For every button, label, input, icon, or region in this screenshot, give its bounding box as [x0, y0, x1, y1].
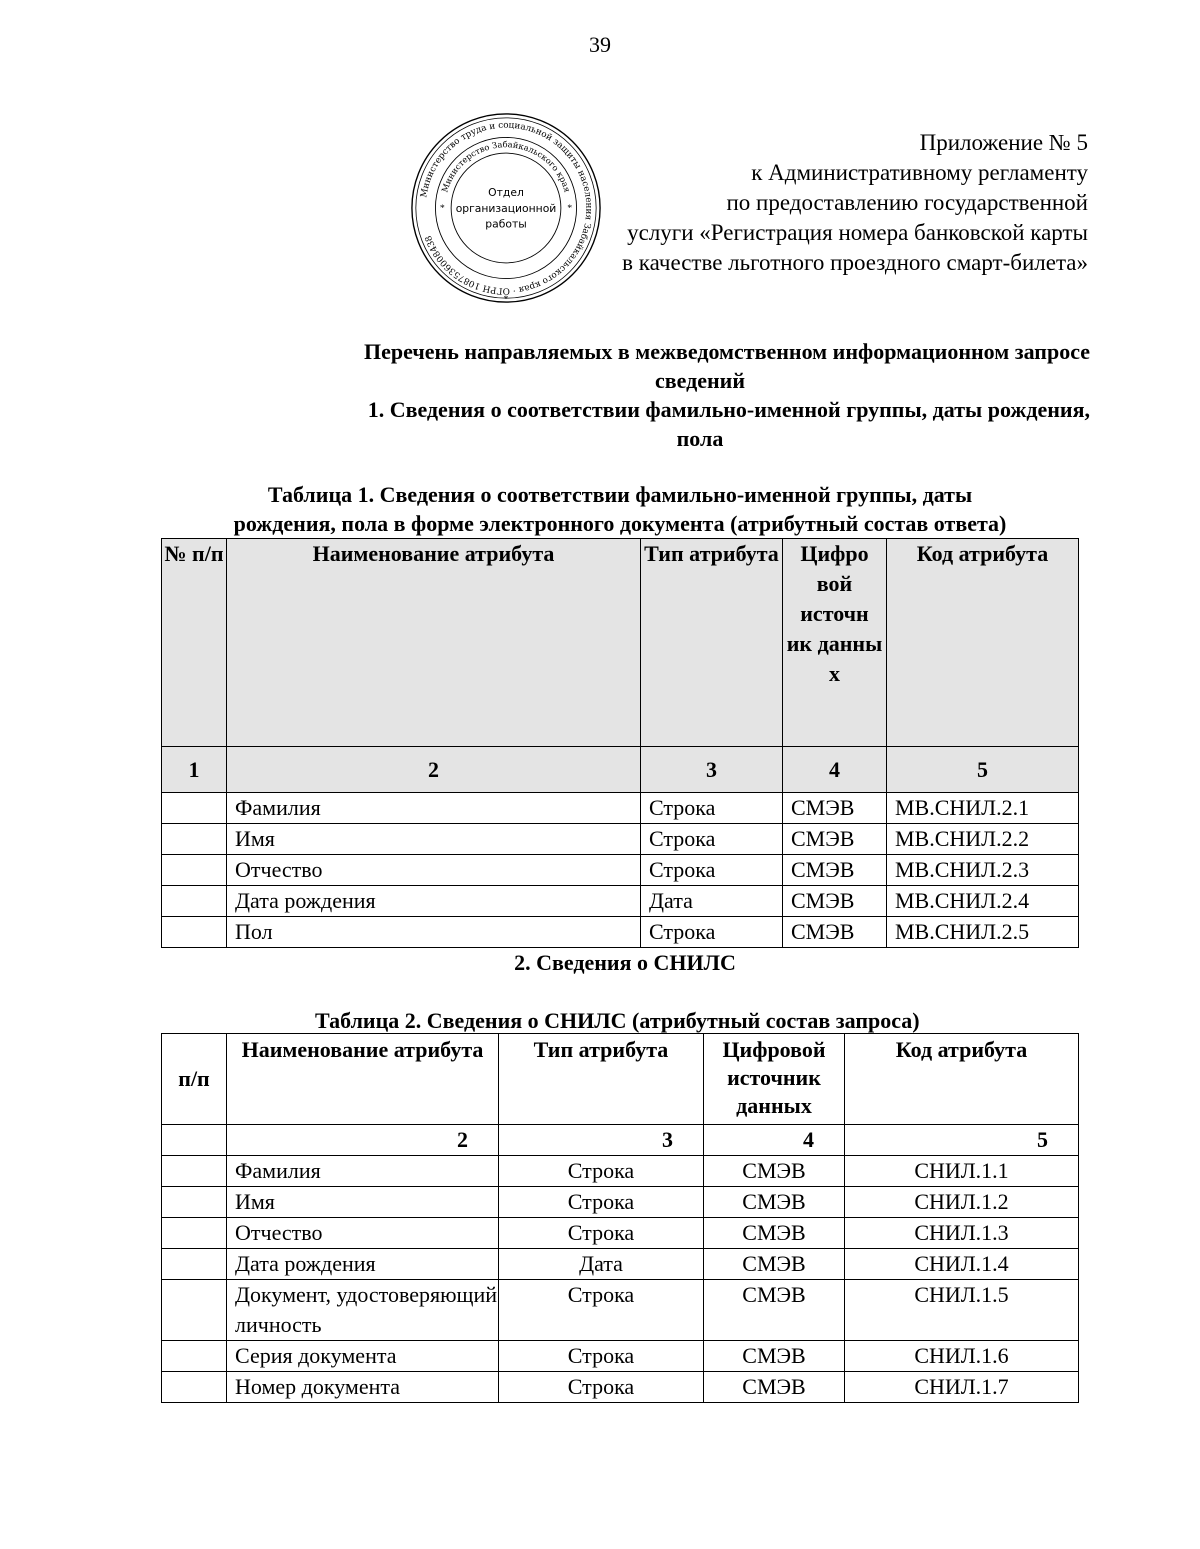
col-number: 4	[783, 747, 887, 793]
cell-type: Строка	[641, 824, 783, 855]
header-source: Цифровой источник данных	[704, 1034, 845, 1125]
appendix-line: Приложение № 5	[919, 130, 1088, 155]
col-number: 2	[227, 1125, 499, 1156]
cell-num	[162, 855, 227, 886]
svg-text:Министерство Забайкальского кр: Министерство Забайкальского края	[439, 139, 573, 194]
cell-num	[162, 824, 227, 855]
title-line-2: сведений	[654, 368, 746, 393]
table-row	[162, 855, 1079, 886]
table-row	[162, 1187, 1079, 1218]
cell-name: Имя	[227, 824, 641, 855]
cell-name: Серия документа	[227, 1341, 499, 1372]
header-code: Код атрибута	[845, 1034, 1079, 1125]
cell-source: СМЭВ	[704, 1249, 845, 1280]
table-2	[161, 1033, 1079, 1403]
cell-source: СМЭВ	[704, 1218, 845, 1249]
cell-name: Дата рождения	[227, 886, 641, 917]
table-row	[162, 793, 1079, 824]
cell-num	[162, 917, 227, 948]
col-number: 3	[499, 1125, 704, 1156]
cell-name: Документ, удостоверяющий личность	[227, 1280, 499, 1341]
table-row	[162, 1280, 1079, 1341]
header-num: п/п	[162, 1034, 227, 1125]
cell-num	[162, 1249, 227, 1280]
cell-code: МВ.СНИЛ.2.3	[887, 855, 1079, 886]
table-2-caption: Таблица 2. Сведения о СНИЛС (атрибутный состав запроса)	[315, 1008, 920, 1033]
cell-name: Имя	[227, 1187, 499, 1218]
seal-line-3: работы	[485, 217, 527, 231]
cell-code: СНИЛ.1.5	[845, 1280, 1079, 1341]
appendix-header	[622, 128, 1088, 278]
cell-code: СНИЛ.1.2	[845, 1187, 1079, 1218]
cell-type: Строка	[641, 917, 783, 948]
table-row	[162, 917, 1079, 948]
header-source: Цифро вой источн ик данны х	[783, 539, 887, 747]
cell-code: МВ.СНИЛ.2.1	[887, 793, 1079, 824]
col-number: 5	[887, 747, 1079, 793]
cell-code: СНИЛ.1.4	[845, 1249, 1079, 1280]
column-numbers-row	[162, 747, 1079, 793]
table-row	[162, 824, 1079, 855]
table-row	[162, 1341, 1079, 1372]
cell-num	[162, 1218, 227, 1249]
cell-code: МВ.СНИЛ.2.2	[887, 824, 1079, 855]
cell-source: СМЭВ	[704, 1372, 845, 1403]
column-numbers-row	[162, 1125, 1079, 1156]
cell-num	[162, 886, 227, 917]
cell-num	[162, 1341, 227, 1372]
col-number: 2	[227, 747, 641, 793]
cell-code: СНИЛ.1.3	[845, 1218, 1079, 1249]
col-number: 4	[704, 1125, 845, 1156]
cell-source: СМЭВ	[704, 1341, 845, 1372]
header-name: Наименование атрибута	[227, 1034, 499, 1125]
cell-code: СНИЛ.1.1	[845, 1156, 1079, 1187]
table-row	[162, 1156, 1079, 1187]
table-row	[162, 1249, 1079, 1280]
table-1	[161, 538, 1079, 948]
seal-line-2: организационной	[455, 201, 557, 215]
cell-code: МВ.СНИЛ.2.4	[887, 886, 1079, 917]
cell-type: Строка	[499, 1341, 704, 1372]
cell-name: Пол	[227, 917, 641, 948]
cell-code: МВ.СНИЛ.2.5	[887, 917, 1079, 948]
table-1-caption-line-2: рождения, пола в форме электронного документа (атрибутный состав ответа)	[233, 511, 1007, 536]
svg-text:*: *	[439, 202, 445, 214]
cell-source: СМЭВ	[783, 917, 887, 948]
cell-name: Фамилия	[227, 1156, 499, 1187]
table-row	[162, 886, 1079, 917]
cell-source: СМЭВ	[704, 1187, 845, 1218]
table-header-row	[162, 539, 1079, 747]
header-code: Код атрибута	[887, 539, 1079, 747]
svg-text:*: *	[503, 294, 509, 306]
organization-seal	[408, 110, 604, 306]
cell-num	[162, 1280, 227, 1341]
cell-source: СМЭВ	[783, 886, 887, 917]
col-number	[162, 1125, 227, 1156]
cell-code: СНИЛ.1.6	[845, 1341, 1079, 1372]
table-1-caption	[120, 480, 1120, 538]
svg-text:Министерство труда и социально: Министерство труда и социальной защиты населения Забайкальского края · ОГРН 1087536008438	[419, 120, 594, 296]
col-number: 1	[162, 747, 227, 793]
cell-source: СМЭВ	[704, 1280, 845, 1341]
header-name: Наименование атрибута	[227, 539, 641, 747]
cell-name: Номер документа	[227, 1372, 499, 1403]
cell-type: Строка	[499, 1280, 704, 1341]
cell-type: Дата	[641, 886, 783, 917]
header-type: Тип атрибута	[499, 1034, 704, 1125]
appendix-line: услуги «Регистрация номера банковской карты	[627, 220, 1088, 245]
cell-type: Дата	[499, 1249, 704, 1280]
cell-name: Фамилия	[227, 793, 641, 824]
svg-text:*: *	[567, 202, 573, 214]
cell-type: Строка	[641, 793, 783, 824]
table-header-row	[162, 1034, 1079, 1125]
document-title	[160, 337, 1090, 395]
appendix-line: по предоставлению государственной	[726, 190, 1088, 215]
cell-source: СМЭВ	[704, 1156, 845, 1187]
cell-type: Строка	[499, 1187, 704, 1218]
cell-source: СМЭВ	[783, 793, 887, 824]
page-number: 39	[589, 32, 611, 57]
section-1-line-1: 1. Сведения о соответствии фамильно-именной группы, даты рождения,	[367, 397, 1090, 422]
col-number: 5	[845, 1125, 1079, 1156]
cell-source: СМЭВ	[783, 824, 887, 855]
appendix-line: в качестве льготного проездного смарт-билета»	[622, 250, 1088, 275]
cell-num	[162, 1372, 227, 1403]
seal-line-1: Отдел	[488, 186, 524, 200]
cell-num	[162, 1187, 227, 1218]
table-1-caption-line-1: Таблица 1. Сведения о соответствии фамильно-именной группы, даты	[267, 482, 973, 507]
table-row	[162, 1372, 1079, 1403]
title-line-1: Перечень направляемых в межведомственном информационном запросе	[364, 339, 1090, 364]
cell-num	[162, 1156, 227, 1187]
cell-type: Строка	[499, 1156, 704, 1187]
cell-source: СМЭВ	[783, 855, 887, 886]
appendix-line: к Административному регламенту	[751, 160, 1088, 185]
cell-name: Отчество	[227, 855, 641, 886]
section-2-title: 2. Сведения о СНИЛС	[514, 950, 736, 975]
cell-name: Отчество	[227, 1218, 499, 1249]
table-row	[162, 1218, 1079, 1249]
cell-name: Дата рождения	[227, 1249, 499, 1280]
header-type: Тип атрибута	[641, 539, 783, 747]
cell-type: Строка	[641, 855, 783, 886]
col-number: 3	[641, 747, 783, 793]
cell-num	[162, 793, 227, 824]
cell-type: Строка	[499, 1372, 704, 1403]
section-1-title	[160, 395, 1090, 453]
cell-type: Строка	[499, 1218, 704, 1249]
cell-code: СНИЛ.1.7	[845, 1372, 1079, 1403]
header-num: № п/п	[162, 539, 227, 747]
section-1-line-2: пола	[676, 426, 724, 451]
